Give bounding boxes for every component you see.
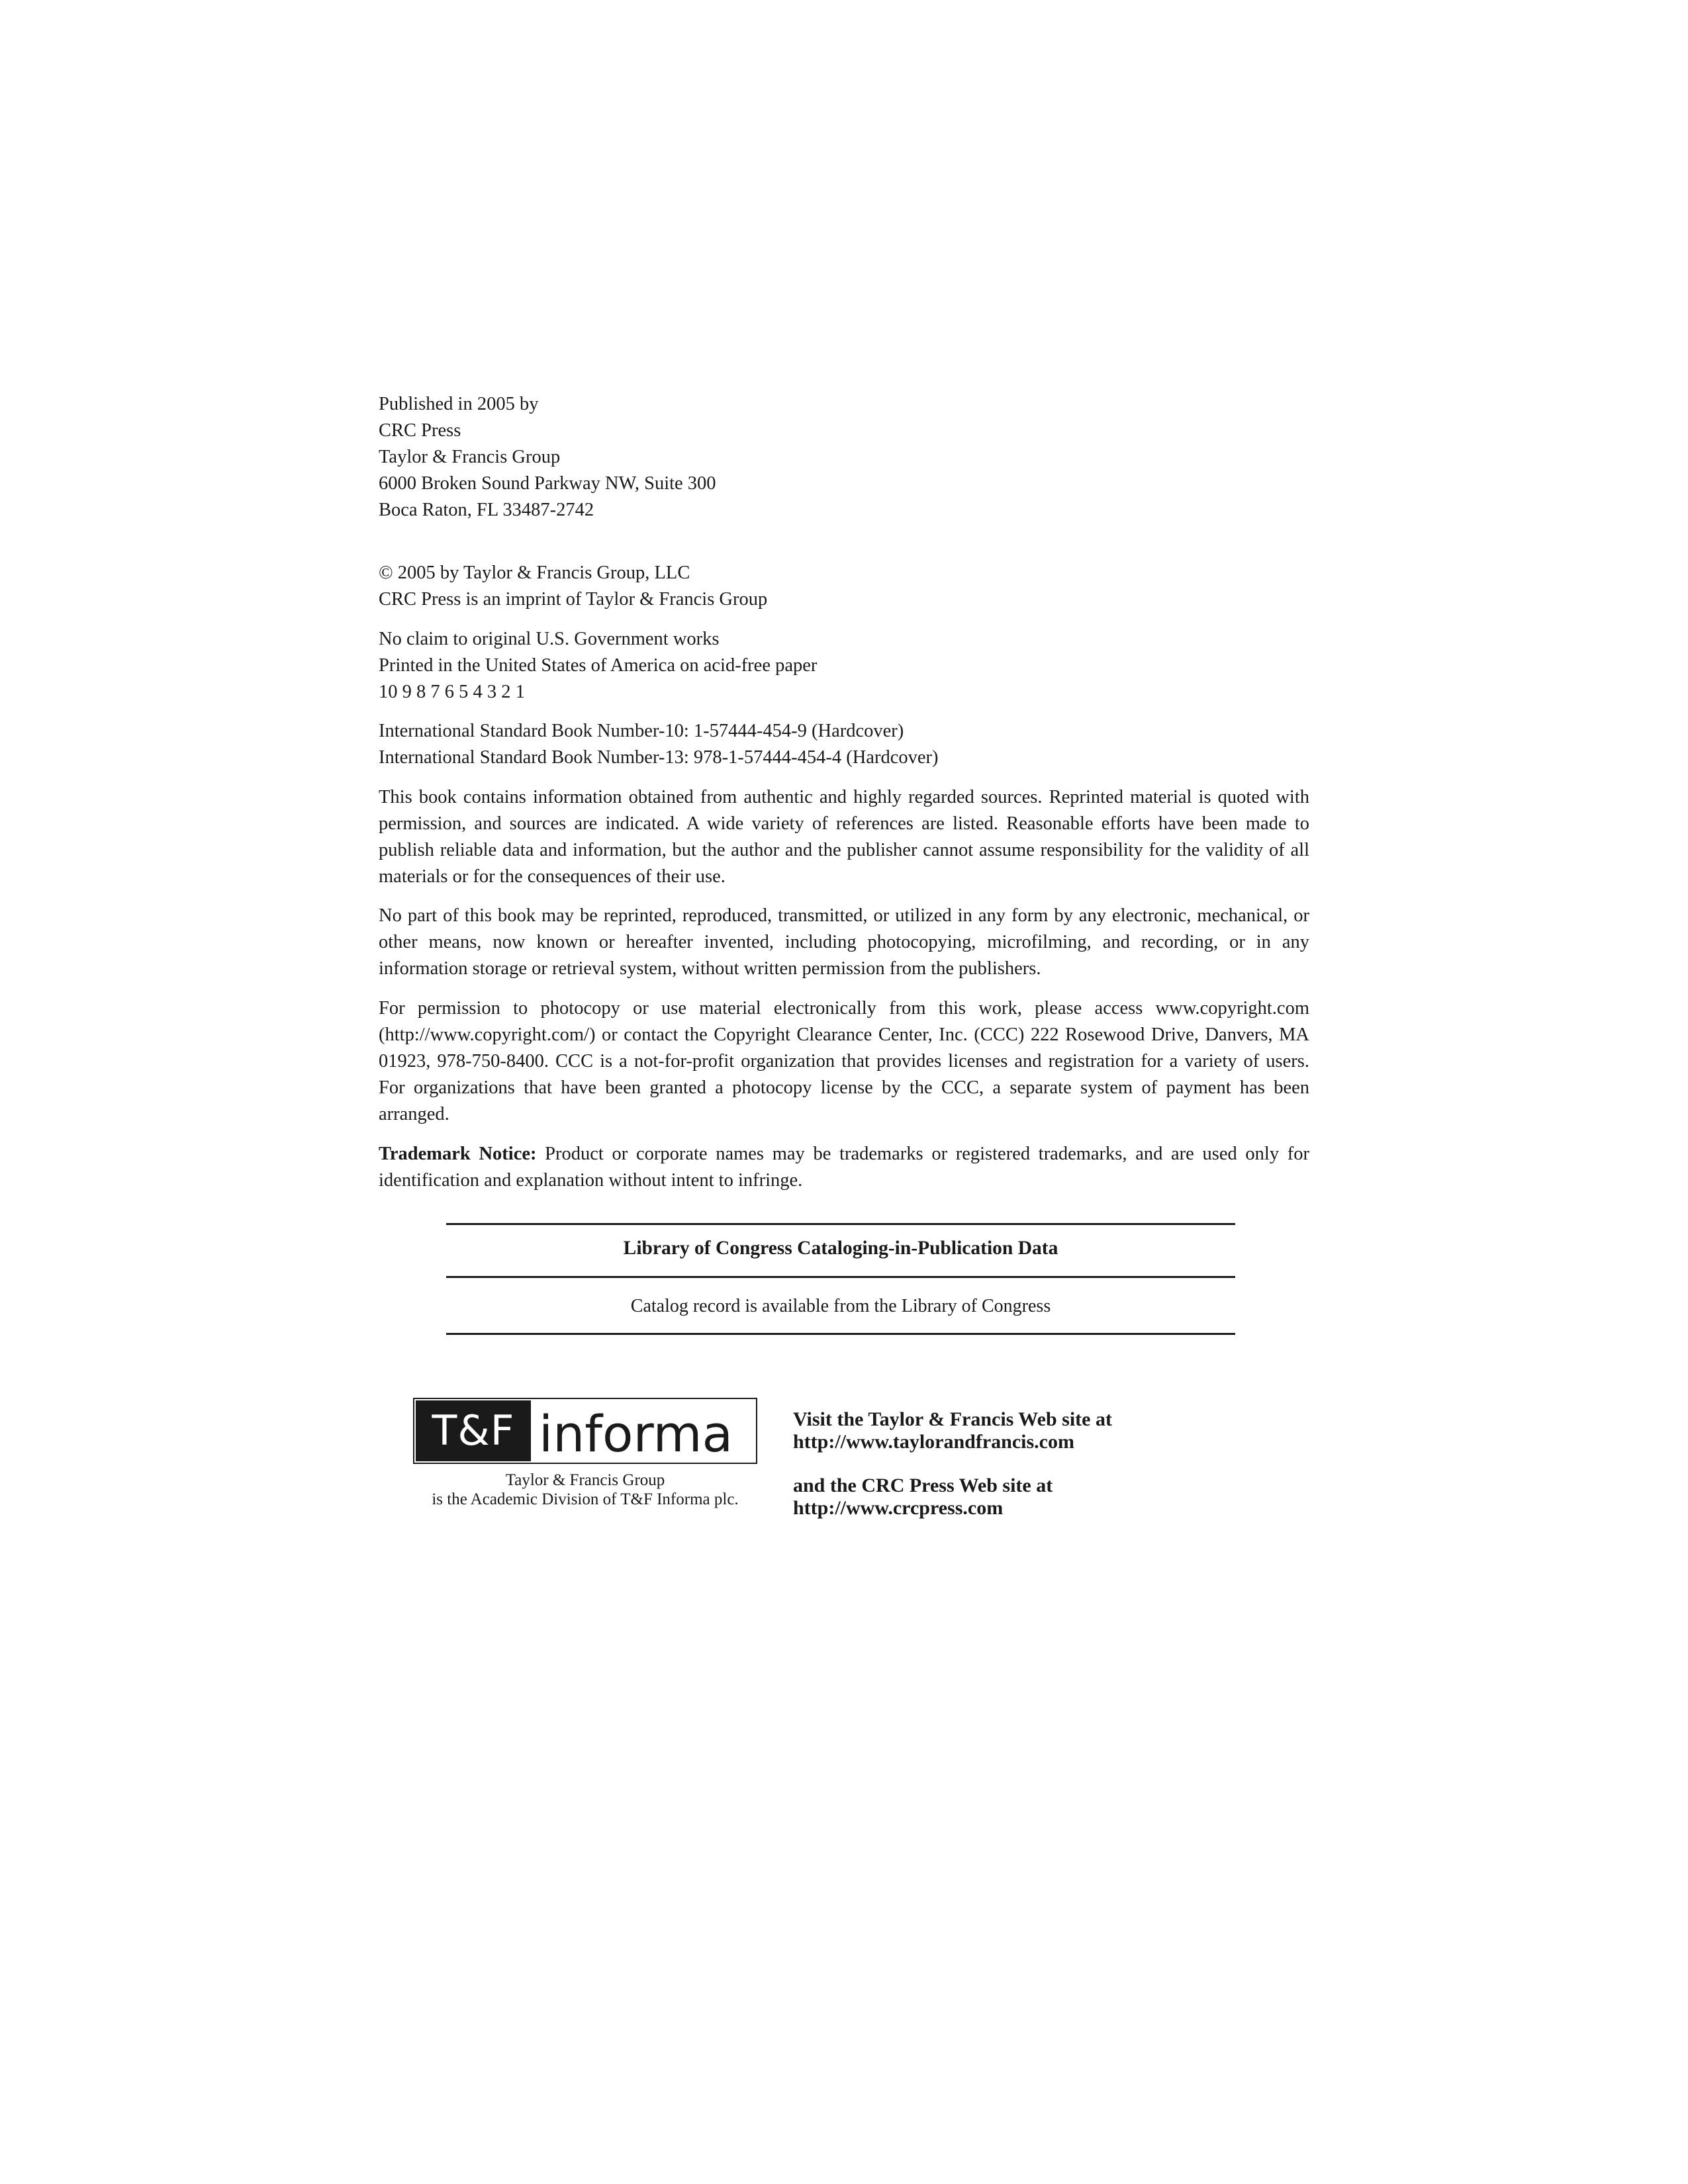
- logo-caption-line: is the Academic Division of T&F Informa plc.: [432, 1490, 739, 1508]
- tf-website-link[interactable]: http://www.taylorandfrancis.com: [793, 1431, 1074, 1453]
- isbn-line: International Standard Book Number-13: 978-1-57444-454-4 (Hardcover): [379, 747, 939, 768]
- cip-top-rule: [446, 1223, 1235, 1225]
- cip-middle-rule: [446, 1276, 1235, 1278]
- publisher-address: [379, 391, 1309, 523]
- isbn-info: [379, 718, 1309, 771]
- logo-caption-line: Taylor & Francis Group: [505, 1471, 665, 1489]
- copyright-line: CRC Press is an imprint of Taylor & Francis Group: [379, 589, 768, 610]
- cip-title: Library of Congress Cataloging-in-Publication Data: [623, 1238, 1058, 1259]
- copyright-notice: [379, 560, 1309, 613]
- logo-caption: [393, 1471, 777, 1509]
- printing-line: Printed in the United States of America on acid-free paper: [379, 655, 818, 676]
- publisher-line: Taylor & Francis Group: [379, 447, 561, 467]
- informa-wordmark: informa: [539, 1404, 733, 1463]
- reproduction-paragraph: No part of this book may be reprinted, reproduced, transmitted, or utilized in any form by any electronic, mechanical, or other means, now known or hereafter invented, including photocopying, microfilming, and recording, or in any information storage or retrieval system, without written permission from the publishers.: [379, 905, 1309, 979]
- crc-website-link[interactable]: http://www.crcpress.com: [793, 1497, 1004, 1519]
- copyright-line: © 2005 by Taylor & Francis Group, LLC: [379, 563, 690, 583]
- sources-paragraph: This book contains information obtained from authentic and highly regarded sources. Reprinted material is quoted with permission, and sources are indicated. A wide variety of references are listed. Reasonable efforts have been made to publish reliable data and information, but the author and the publisher cannot assume responsibility for the validity of all materials or for the consequences of their use.: [379, 787, 1309, 887]
- crc-website-label: and the CRC Press Web site at: [793, 1475, 1053, 1496]
- publisher-line: 6000 Broken Sound Parkway NW, Suite 300: [379, 473, 716, 494]
- trademark-text: Product or corporate names may be trademarks or registered trademarks, and are used only for identification and explanation without intent to infringe.: [379, 1144, 1309, 1191]
- cip-record: Catalog record is available from the Library of Congress: [630, 1296, 1051, 1316]
- tf-website-label: Visit the Taylor & Francis Web site at: [793, 1408, 1112, 1430]
- trademark-label: Trademark Notice:: [379, 1144, 537, 1164]
- publisher-line: Published in 2005 by: [379, 394, 539, 414]
- tf-logo-mark: T&F: [416, 1400, 531, 1461]
- trademark-paragraph: [379, 1141, 1309, 1194]
- publisher-line: Boca Raton, FL 33487-2742: [379, 500, 594, 520]
- printing-line: No claim to original U.S. Government works: [379, 629, 720, 649]
- cip-bottom-rule: [446, 1333, 1235, 1335]
- printing-line: 10 9 8 7 6 5 4 3 2 1: [379, 682, 525, 702]
- publisher-line: CRC Press: [379, 420, 461, 441]
- isbn-line: International Standard Book Number-10: 1-57444-454-9 (Hardcover): [379, 721, 904, 741]
- printing-info: [379, 626, 1309, 705]
- permission-paragraph: For permission to photocopy or use material electronically from this work, please access www.copyright.com (http://www.copyright.com/) or contact the Copyright Clearance Center, Inc. (CCC) 222 Rosewood Drive, Danvers, MA 01923, 978-750-8400. CCC is a not-for-profit organization that provides licenses and registration for a variety of users. For organizations that have been granted a photocopy license by the CCC, a separate system of payment has been arranged.: [379, 998, 1309, 1124]
- tf-informa-logo: [413, 1398, 757, 1464]
